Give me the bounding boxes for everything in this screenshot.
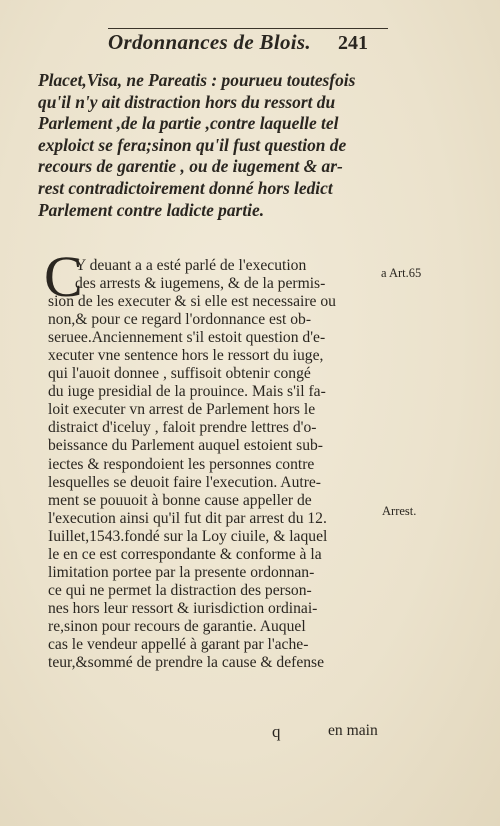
body-line: distraict d'iceluy , faloit prendre lettres d'o- <box>48 419 317 437</box>
body-line: beissance du Parlement auquel estoient sub- <box>48 437 323 455</box>
body-line: nes hors leur ressort & iurisdiction ordinai- <box>48 599 318 617</box>
margin-note-article: a Art.65 <box>381 266 422 280</box>
body-line: sion de les executer & si elle est necessaire ou <box>48 293 336 311</box>
body-line: cas le vendeur appellé à garant par l'ache- <box>48 635 309 653</box>
ordinance-line: Parlement contre ladicte partie. <box>38 199 265 220</box>
page-number: 241 <box>338 32 368 54</box>
ordinance-line: qu'il n'y ait distraction hors du ressort du <box>38 91 336 112</box>
catchword: en main <box>328 722 378 739</box>
ordinance-line: recours de garentie , ou de iugement & ar- <box>38 156 343 177</box>
body-line: le en ce est correspondante & conforme à la <box>48 545 322 563</box>
body-line: loit executer vn arrest de Parlement hors le <box>48 401 316 419</box>
body-line: ce qui ne permet la distraction des person- <box>48 581 312 599</box>
body-line: des arrests & iugemens, & de la permis- <box>75 275 326 293</box>
body-line: Iuillet,1543.fondé sur la Loy ciuile, & laquel <box>48 527 328 545</box>
ordinance-text <box>38 70 388 221</box>
body-line: seruee.Anciennement s'il estoit question d'e- <box>48 329 326 347</box>
body-line: lesquelles se deuoit faire l'execution. Autre- <box>48 473 322 491</box>
body-line: ment se pouuoit à bonne cause appeller de <box>48 491 312 509</box>
drop-cap: C <box>44 244 83 309</box>
ordinance-line: Parlement ,de la partie ,contre laquelle tel <box>38 113 339 134</box>
body-line: xecuter vne sentence hors le ressort du iuge, <box>48 347 324 365</box>
body-line: l'execution ainsi qu'il fut dit par arrest du 12. <box>48 509 327 527</box>
ordinance-line: Placet,Visa, ne Pareatis : pourueu toutesfois <box>38 70 356 90</box>
body-line: Y deuant a a esté parlé de l'execution <box>75 257 307 274</box>
body-line: du iuge presidial de la prouince. Mais s'il fa- <box>48 383 326 401</box>
page-header <box>108 28 388 54</box>
body-line: qui l'auoit donnee , suffisoit obtenir congé <box>48 365 311 383</box>
signature-mark: q <box>272 722 281 741</box>
body-line: teur,&sommé de prendre la cause & defense <box>48 654 325 672</box>
body-line: re,sinon pour recours de garantie. Auquel <box>48 617 306 635</box>
running-title: Ordonnances de Blois. <box>108 30 311 54</box>
body-line: non,& pour ce regard l'ordonnance est ob- <box>48 311 312 329</box>
body-line: limitation portee par la presente ordonnan- <box>48 563 315 581</box>
margin-note-arrest: Arrest. <box>382 504 417 518</box>
ordinance-line: exploict se fera;sinon qu'il fust question de <box>38 134 347 155</box>
body-line: iectes & respondoient les personnes contre <box>48 455 315 473</box>
commentary-text <box>48 257 378 672</box>
ordinance-line: rest contradictoirement donné hors ledict <box>38 177 333 198</box>
